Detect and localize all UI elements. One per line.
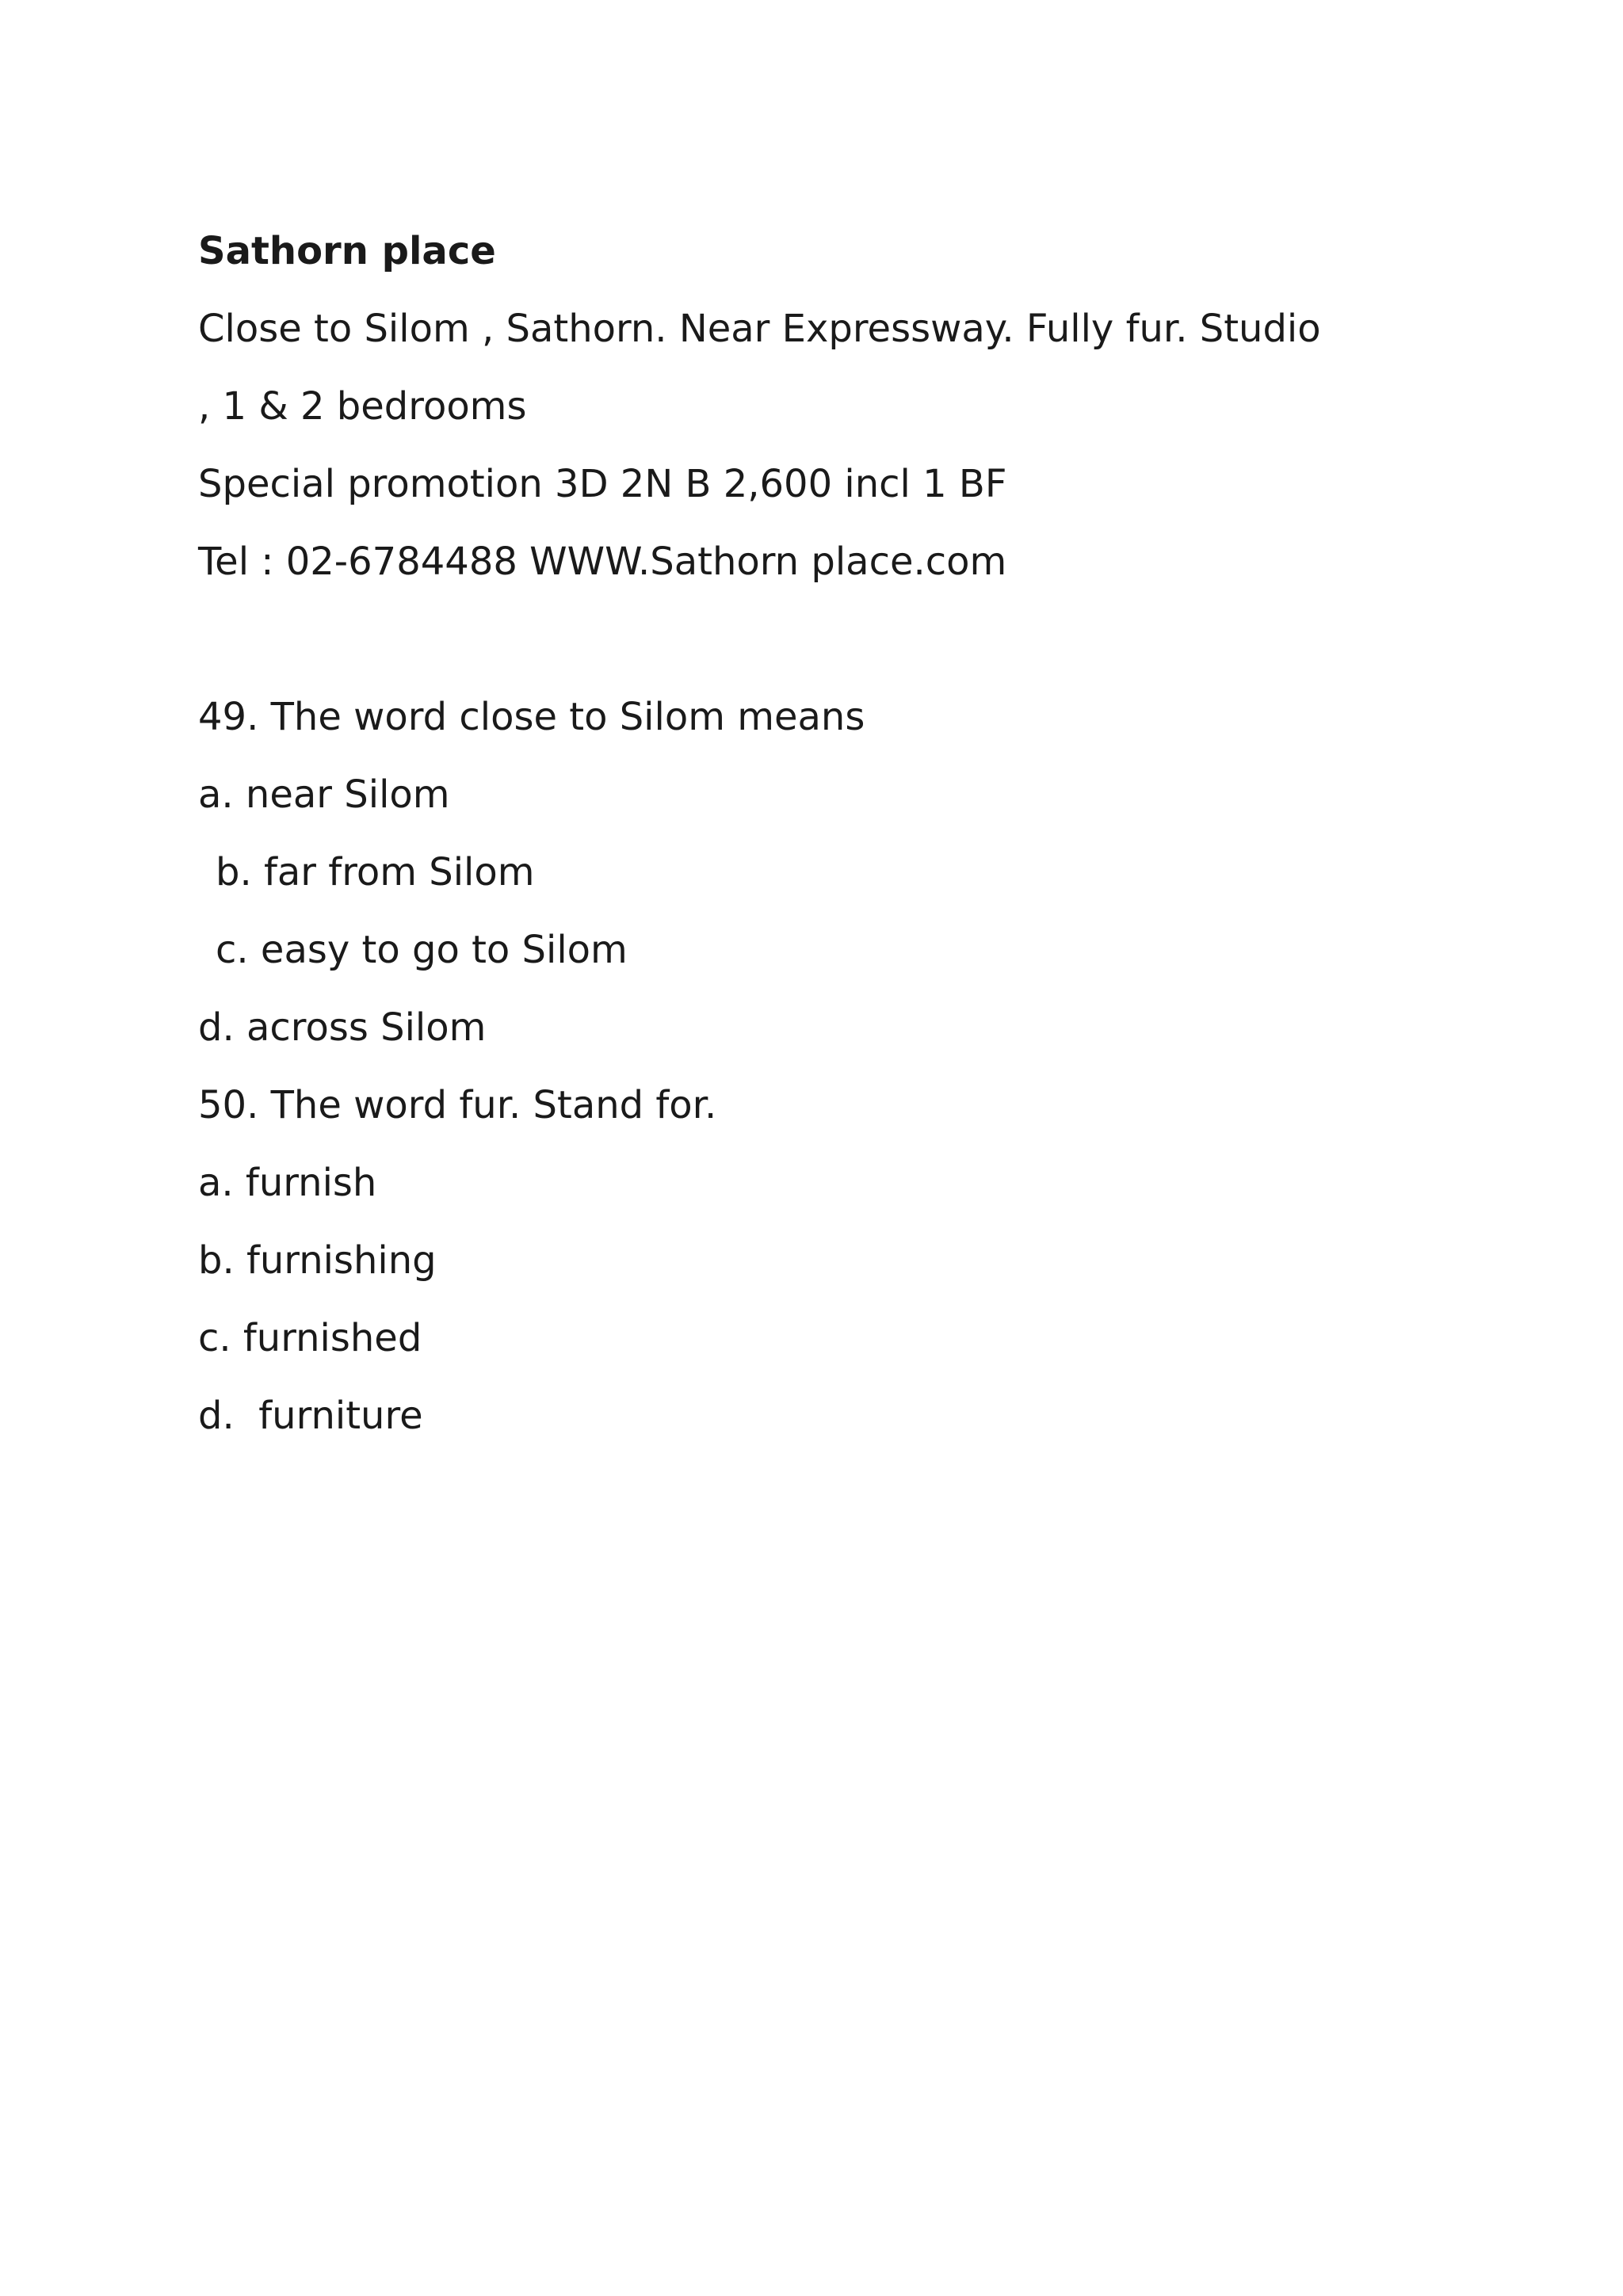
ad-description-line-1: Close to Silom , Sathorn. Near Expressway. Fully fur. Studio	[198, 307, 1321, 351]
question-49-option-a: a. near Silom	[198, 772, 450, 817]
question-49-stem: 49. The word close to Silom means	[198, 695, 865, 739]
ad-description-line-2: , 1 & 2 bedrooms	[198, 384, 527, 429]
question-50-stem: 50. The word fur. Stand for.	[198, 1083, 717, 1127]
question-50-option-a: a. furnish	[198, 1161, 377, 1205]
question-50-option-d: d. furniture	[198, 1394, 423, 1438]
question-49-option-b: b. far from Silom	[216, 850, 535, 894]
ad-promotion: Special promotion 3D 2N B 2,600 incl 1 BF	[198, 462, 1007, 506]
question-49-option-c: c. easy to go to Silom	[216, 928, 628, 972]
question-49-option-d: d. across Silom	[198, 1005, 487, 1050]
question-50-option-b: b. furnishing	[198, 1238, 437, 1283]
question-50-option-c: c. furnished	[198, 1316, 422, 1360]
spacer	[198, 601, 1506, 678]
ad-contact: Tel : 02-6784488 WWW.Sathorn place.com	[198, 540, 1007, 584]
document-page	[198, 212, 1506, 1455]
ad-title: Sathorn place	[198, 229, 496, 273]
